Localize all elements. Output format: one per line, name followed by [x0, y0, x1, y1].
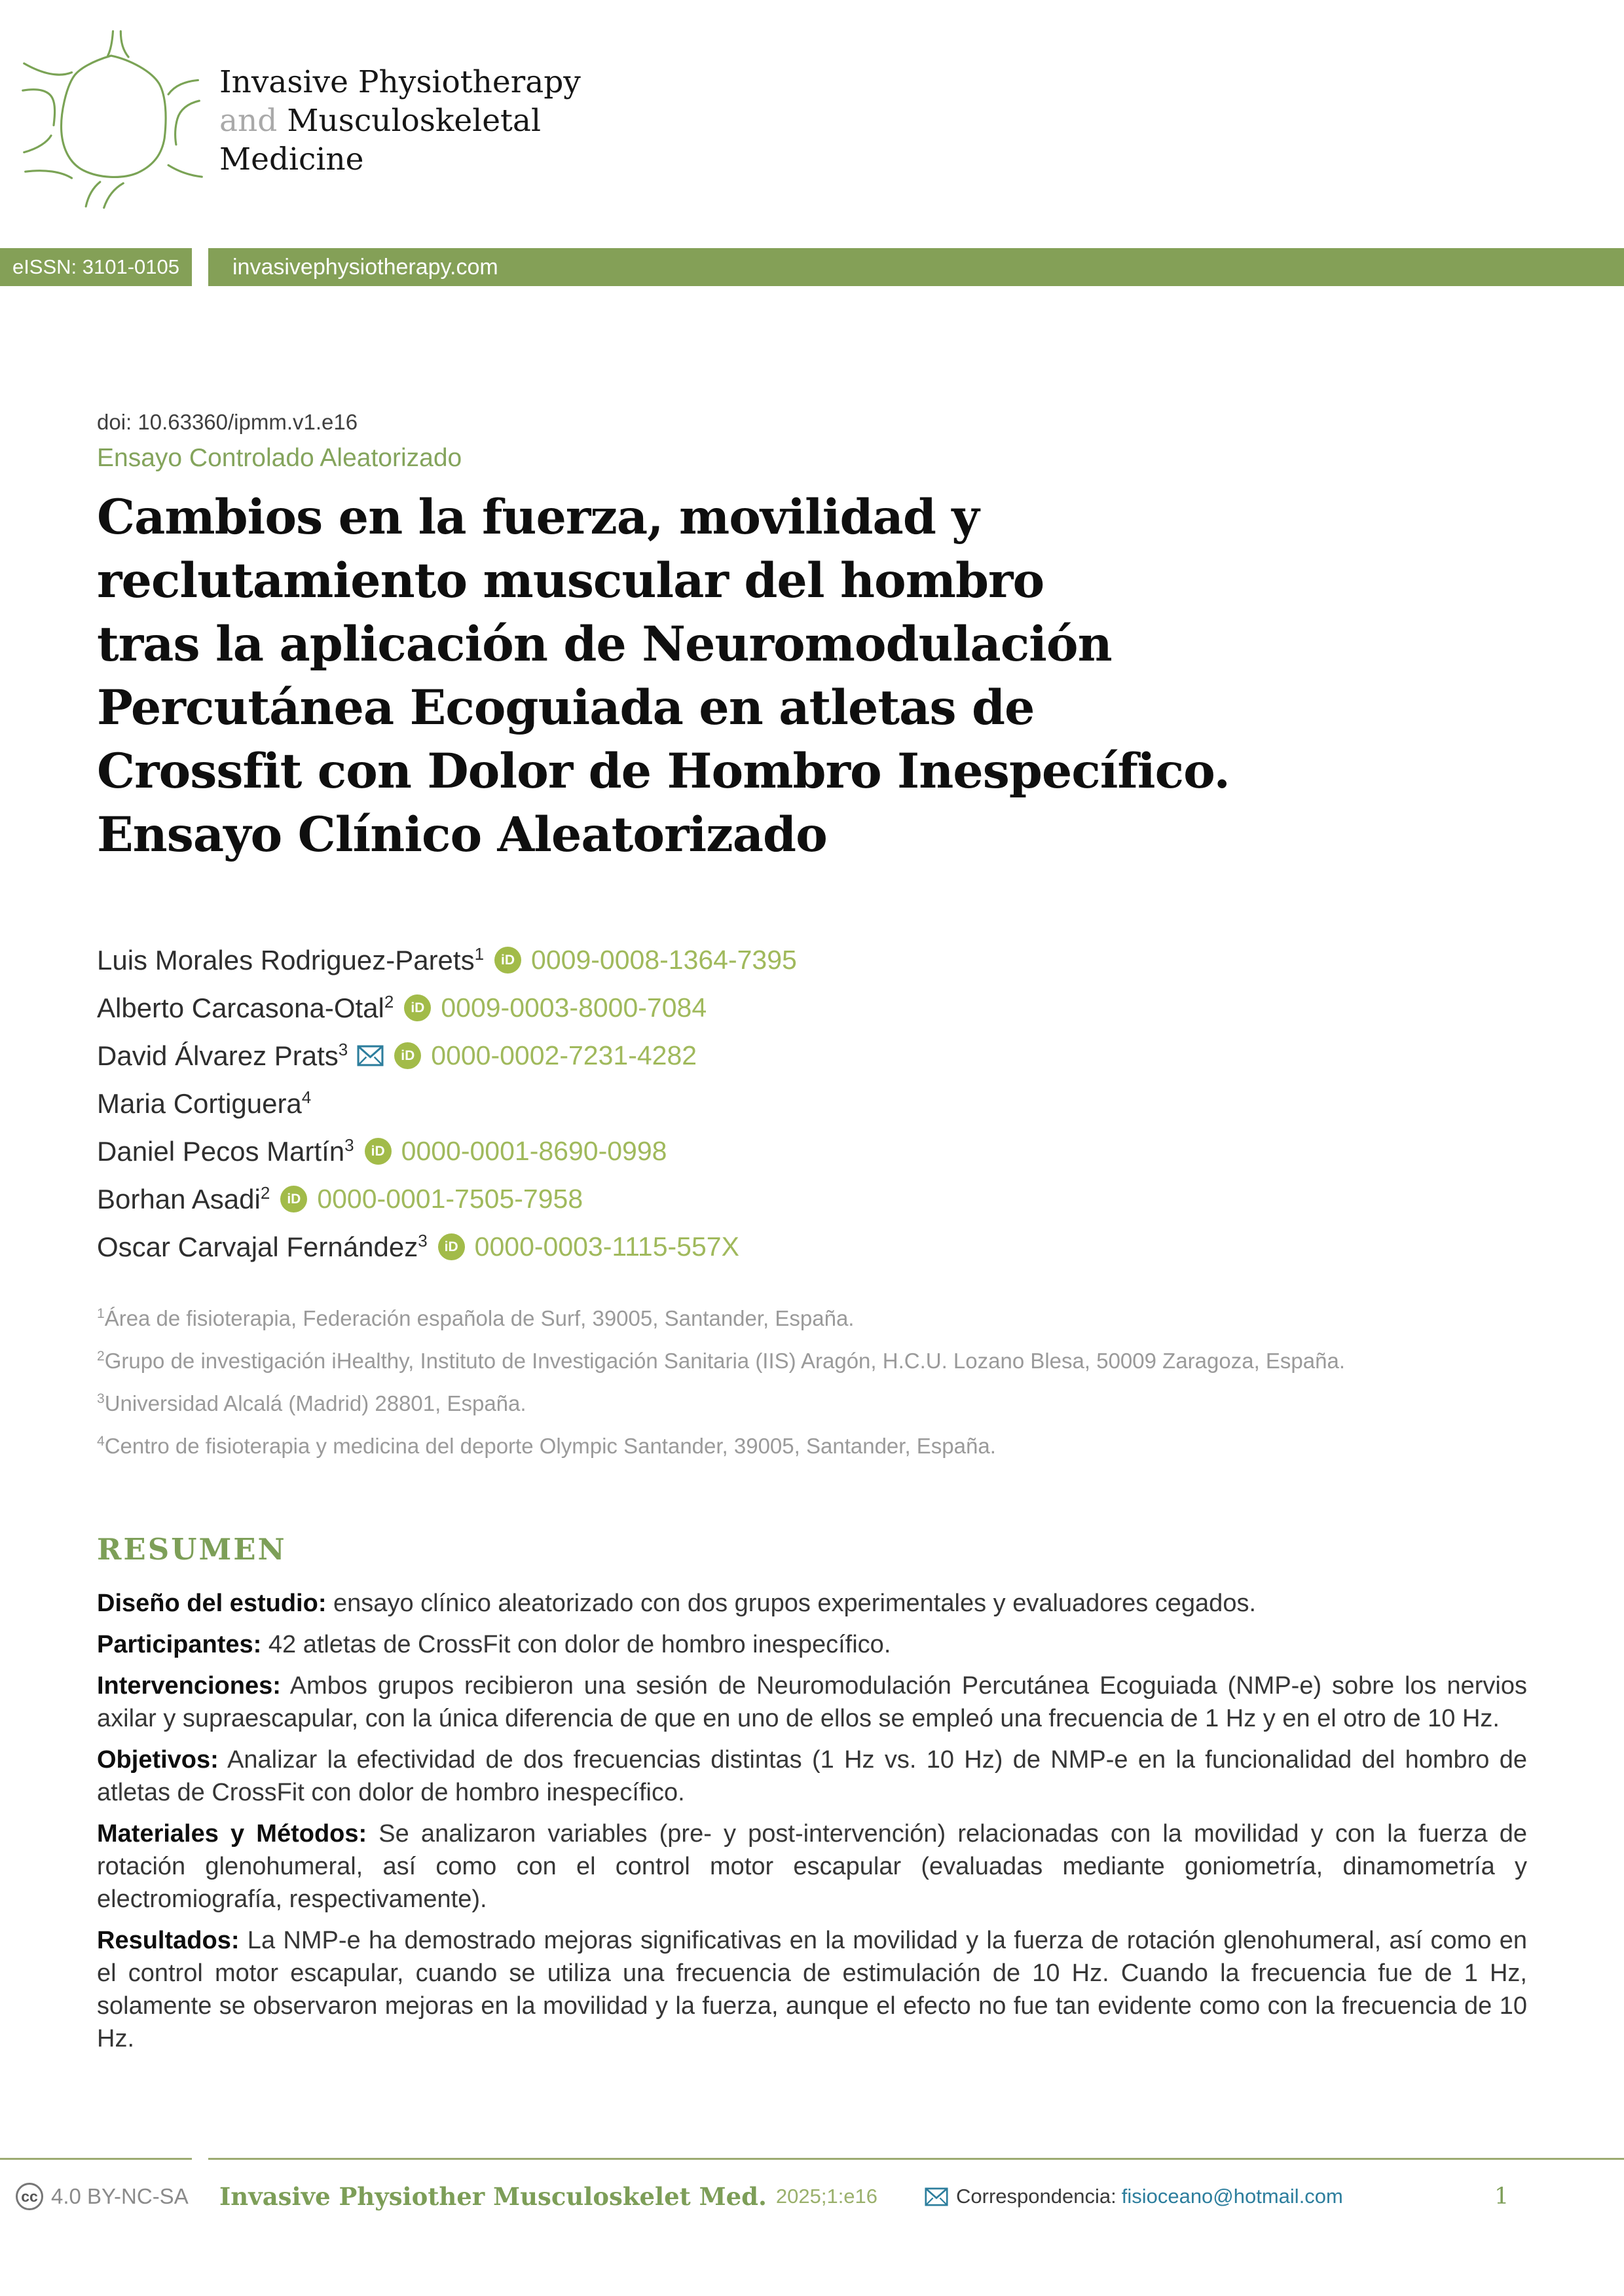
abstract-paragraph-label: Materiales y Métodos:	[97, 1820, 367, 1848]
abstract-paragraph: Diseño del estudio: ensayo clínico aleatorizado con dos grupos experimentales y evaluadores cegados.	[97, 1590, 1257, 1617]
page-number: 1	[1494, 2183, 1509, 2210]
journal-name-line1: Invasive Physiotherapy	[219, 64, 581, 100]
orcid-id-link[interactable]: 0000-0003-1115-557X	[474, 1231, 739, 1262]
license-group	[16, 2180, 189, 2213]
abstract-paragraph: Materiales y Métodos: Se analizaron variables (pre- y post-intervención) relacionadas con la movilidad y con la fuerza de rotación glenohumeral, así como con el control motor escapular (evaluadas mediante goniometría, dinamometría y electromiografía, respectivamente).	[97, 1820, 1527, 1913]
title-line: Ensayo Clínico Aleatorizado	[97, 807, 827, 863]
doi: doi: 10.63360/ipmm.v1.e16	[97, 410, 358, 434]
author-name: Borhan Asadi$^2$	[97, 1182, 270, 1214]
author-name: Oscar Carvajal Fernández$^3$	[97, 1230, 428, 1262]
orcid-id-link[interactable]: 0009-0003-8000-7084	[441, 993, 707, 1023]
abstract-paragraph-label: Participantes:	[97, 1631, 262, 1658]
affiliation-list	[97, 1295, 1345, 1465]
eissn-label: eISSN: 3101-0105	[12, 255, 180, 278]
orcid-id-link[interactable]: 0000-0001-7505-7958	[317, 1184, 583, 1214]
author-row	[97, 1175, 797, 1223]
envelope-icon	[925, 2187, 948, 2206]
correspondence	[915, 2180, 1343, 2213]
abstract-paragraph: Resultados: La NMP-e ha demostrado mejoras significativas en la movilidad y la fuerza de rotación glenohumeral, así como en el control motor escapular, cuando se utiliza una frecuencia de estimulación de 10 Hz. Cuando la frecuencia fue de 1 Hz, solamente se observaron mejoras en la movilidad y la fuerza, aunque el efecto no fue tan evidente como con la frecuencia de 10 Hz.	[97, 1927, 1527, 2052]
license-text: 4.0 BY-NC-SA	[51, 2184, 189, 2208]
journal-logo-cell-icon	[10, 18, 216, 218]
author-row	[97, 984, 797, 1032]
envelope-icon[interactable]	[357, 1045, 384, 1066]
author-name: Maria Cortiguera$^4$	[97, 1087, 312, 1119]
affiliation-line: $^1$Área de fisioterapia, Federación española de Surf, 39005, Santander, España.	[97, 1306, 855, 1330]
journal-name-and: and	[219, 103, 278, 139]
abstract-body	[97, 1587, 1527, 2064]
author-row	[97, 1032, 797, 1080]
author-row	[97, 1127, 797, 1175]
cc-license-icon: cc	[16, 2183, 43, 2210]
journal-ref-name: Invasive Physiother Musculoskelet Med.	[219, 2182, 767, 2211]
website-link[interactable]: invasivephysiotherapy.com	[232, 254, 498, 280]
author-row	[97, 1080, 797, 1127]
title-line: Percutánea Ecoguiada en atletas de	[97, 680, 1035, 736]
abstract-paragraph: Participantes: 42 atletas de CrossFit con dolor de hombro inespecífico.	[97, 1631, 891, 1658]
correspondence-label: Correspondencia:	[956, 2185, 1116, 2208]
journal-name	[219, 63, 581, 179]
author-name: David Álvarez Prats$^3$	[97, 1039, 348, 1071]
abstract-paragraph-label: Objetivos:	[97, 1746, 219, 1774]
orcid-id-link[interactable]: 0009-0008-1364-7395	[531, 945, 797, 975]
orcid-icon: iD	[494, 947, 521, 974]
journal-name-line2	[219, 101, 581, 140]
affiliation-line: $^3$Universidad Alcalá (Madrid) 28801, España.	[97, 1391, 526, 1415]
author-row	[97, 1223, 797, 1271]
author-list	[97, 936, 797, 1271]
footer-rule-right	[208, 2158, 1624, 2160]
journal-reference	[219, 2180, 877, 2213]
abstract-paragraph: Objetivos: Analizar la efectividad de dos frecuencias distintas (1 Hz vs. 10 Hz) de NMP-e en la funcionalidad del hombro de atletas de CrossFit con dolor de hombro inespecífico.	[97, 1746, 1527, 1806]
title-line: reclutamiento muscular del hombro	[97, 553, 1044, 609]
correspondence-email-link[interactable]: fisioceano@hotmail.com	[1121, 2185, 1343, 2208]
title-line: Crossfit con Dolor de Hombro Inespecífico.	[97, 743, 1230, 799]
abstract-heading: RESUMEN	[97, 1532, 287, 1567]
eissn-bar	[0, 248, 192, 286]
author-name: Luis Morales Rodriguez-Parets$^1$	[97, 943, 485, 975]
orcid-icon: iD	[280, 1186, 307, 1212]
author-name: Daniel Pecos Martín$^3$	[97, 1135, 354, 1167]
abstract-paragraph-label: Intervenciones:	[97, 1672, 281, 1700]
journal-name-line3: Medicine	[219, 141, 364, 177]
orcid-icon: iD	[394, 1042, 421, 1069]
author-name: Alberto Carcasona-Otal$^2$	[97, 991, 394, 1023]
article-type: Ensayo Controlado Aleatorizado	[97, 444, 462, 472]
affiliation-line: $^4$Centro de fisioterapia y medicina del deporte Olympic Santander, 39005, Santander, España.	[97, 1434, 996, 1458]
abstract-paragraph: Intervenciones: Ambos grupos recibieron una sesión de Neuromodulación Percutánea Ecoguiada (NMP-e) sobre los nervios axilar y supraescapular, con la única diferencia de que en uno de ellos se empleó una frecuencia de 1 Hz y en el otro de 10 Hz.	[97, 1672, 1527, 1732]
title-line: tras la aplicación de Neuromodulación	[97, 616, 1112, 672]
abstract-paragraph-label: Diseño del estudio:	[97, 1590, 327, 1617]
journal-name-musculoskeletal: Musculoskeletal	[287, 103, 541, 139]
article-title	[97, 486, 1538, 867]
orcid-icon: iD	[438, 1233, 465, 1260]
website-bar	[208, 248, 1624, 286]
footer-rule-left	[0, 2158, 192, 2160]
author-row	[97, 936, 797, 984]
journal-ref-citation: 2025;1:e16	[775, 2185, 878, 2208]
abstract-paragraph-label: Resultados:	[97, 1927, 240, 1954]
orcid-icon: iD	[404, 994, 431, 1021]
affiliation-line: $^2$Grupo de investigación iHealthy, Instituto de Investigación Sanitaria (IIS) Aragón, H.C.U. Lozano Blesa, 50009 Zaragoza, España.	[97, 1349, 1345, 1373]
orcid-icon: iD	[365, 1138, 392, 1165]
orcid-id-link[interactable]: 0000-0001-8690-0998	[401, 1136, 667, 1166]
orcid-id-link[interactable]: 0000-0002-7231-4282	[431, 1040, 697, 1070]
title-line: Cambios en la fuerza, movilidad y	[97, 489, 979, 545]
